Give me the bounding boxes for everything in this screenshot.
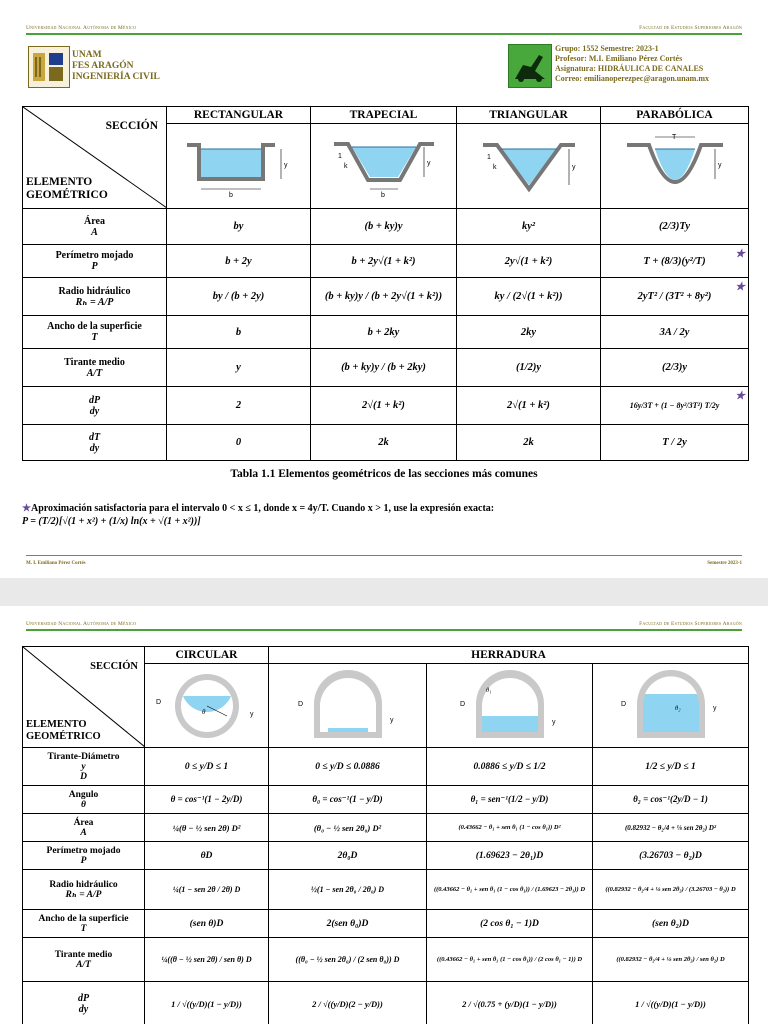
table-corner [23,107,167,209]
table-row: dP dy 1 / √((y/D)(1 − y/D)) 2 / √((y/D)(2 − y/D)) 2 / √(0.75 + (y/D)(1 − y/D)) 1 / √((y/D)(1 − y/D)) [23,982,749,1024]
footer-rule [26,555,742,556]
header-right: Facultad de Estudios Superiores Aragón [639,25,742,31]
label-theta1: θ₁ [485,686,491,694]
geometric-elements-table [22,106,749,461]
table-row: Tirante-Diámetro y D 0 ≤ y/D ≤ 1 0 ≤ y/D ≤ 0.0886 0.0886 ≤ y/D ≤ 1/2 1/2 ≤ y/D ≤ 1 [23,748,749,786]
table-row: Angulo θ θ = cos⁻¹(1 − 2y/D) θ₀ = cos⁻¹(1 − y/D) θ₁ = sen⁻¹(1/2 − y/D) θ₂ = cos⁻¹(2y/D − 1) [23,786,749,814]
corner-section-label: SECCIÓN [105,120,158,132]
svg-text:b: b [380,192,385,199]
sketch-trapezoidal [311,124,457,209]
sketch-circular [145,664,269,748]
star-icon: ★ [735,248,745,260]
svg-text:D: D [620,700,626,708]
svg-text:y: y [389,716,393,724]
table-row: Radio hidráulico Rₕ = A/P by / (b + 2y) (b + ky)y / (b + 2y√(1 + k²)) ky / (2√(1 + k²)) 2yT² / (3T² + 8y²) ★ [23,278,749,316]
column-header-parabolic: PARABÓLICA [601,107,749,124]
svg-text:y: y [712,704,716,712]
table-row: Perímetro mojado P θD 2θ₀D (1.69623 − 2θ₁)D (3.26703 − θ₂)D [23,842,749,870]
label-k: k [343,163,347,170]
column-header-trapezoidal: TRAPECIAL [311,107,457,124]
table-caption: Tabla 1.1 Elementos geométricos de las secciones más comunes [230,468,538,480]
svg-text:y: y [426,160,430,167]
svg-text:y: y [249,710,253,718]
table-row: Ancho de la superficie T b b + 2ky 2ky 3A / 2y [23,316,749,349]
column-header-horseshoe: HERRADURA [269,647,749,664]
label-theta2: θ₂ [674,704,680,712]
table-row: Tirante medio A/T y (b + ky)y / (b + 2ky) (1/2)y (2/3)y [23,349,749,387]
page-header: Universidad Nacional Autónoma de México Facultad de Estudios Superiores Aragón [26,621,742,627]
course-info: Grupo: 1552 Semestre: 2023-1 Profesor: M.I. Emiliano Pérez Cortés Asignatura: HIDRÁULICA DE CANALES Correo: emilianoperezpec@aragon.unam.mx [555,44,710,83]
table-row: Ancho de la superficie T (sen θ)D 2(sen θ₀)D (2 cos θ₁ − 1)D (sen θ₂)D [23,910,749,938]
table-row: Perímetro mojado P b + 2y b + 2y√(1 + k²) 2y√(1 + k²) T + (8/3)(y²/T) ★ [23,245,749,278]
label-D: D [155,698,161,706]
svg-text:1: 1 [486,154,491,161]
institution-name: UNAM FES ARAGÓN INGENIERÍA CIVIL [72,50,160,82]
table-row: Radio hidráulico Rₕ = A/P ¼(1 − sen 2θ / 2θ) D ½(1 − sen 2θ₀ / 2θ₀) D ((0.43662 − θ₁ + sen θ₁ (1 − cos θ₁)) / (1.69623 − 2θ₁)) D ((0.82932 − θ₂/4 + ⅛ sen 2θ₂) / (3.26703 − θ₂)) D [23,870,749,910]
star-icon: ★ [735,390,745,402]
sketch-parabolic [601,124,749,209]
table-row: Área A by (b + ky)y ky² (2/3)Ty [23,209,749,245]
column-header-rectangular: RECTANGULAR [167,107,311,124]
sketch-rectangular [167,124,311,209]
svg-text:D: D [459,700,465,708]
header-rule [26,33,742,35]
page-footer: M. I. Emiliano Pérez Cortés Semestre 2023-1 [26,561,742,566]
svg-text:y: y [551,718,555,726]
corner-element-label: ELEMENTO GEOMÉTRICO [26,176,108,201]
approximation-note: ★Aproximación satisfactoria para el intervalo 0 < x ≤ 1, donde x = 4y/T. Cuando x > 1, use la expresión exacta: P = (T/2)[√(1 + x²) + (1/x) ln(x + √(1 + x²))] [22,503,495,527]
label-b: b [228,192,233,199]
page-header [26,25,742,31]
header-rule [26,629,742,631]
unam-logo [28,46,70,88]
svg-text:D: D [297,700,303,708]
table-row: dT dy 0 2k 2k T / 2y [23,425,749,461]
sketch-horseshoe-0 [269,664,427,748]
label-theta: θ [201,707,205,716]
civil-engineering-logo [508,44,552,88]
star-icon: ★ [22,503,31,514]
table-row: Área A ¼(θ − ½ sen 2θ) D² (θ₀ − ½ sen 2θ₀) D² (0.43662 − θ₁ + sen θ₁ (1 − cos θ₁)) D² (0.82932 − θ₂/4 + ⅛ sen 2θ₂) D² [23,814,749,842]
column-header-circular: CIRCULAR [145,647,269,664]
star-icon: ★ [735,281,745,293]
column-header-triangular: TRIANGULAR [457,107,601,124]
svg-text:k: k [492,164,496,171]
label-y: y [283,162,287,169]
circular-horseshoe-table [22,646,749,1024]
sketch-horseshoe-1 [427,664,593,748]
sketch-triangular [457,124,601,209]
label-T: T [671,134,676,141]
table-corner: SECCIÓN ELEMENTO GEOMÉTRICO [23,647,145,748]
sketch-horseshoe-2 [593,664,749,748]
svg-text:y: y [717,162,721,169]
svg-text:y: y [571,164,575,171]
table-row: Tirante medio A/T ¼((θ − ½ sen 2θ) / sen θ) D ((θ₀ − ½ sen 2θ₀) / (2 sen θ₀)) D ((0.43662 − θ₁ + sen θ₁ (1 − cos θ₁)) / (2 cos θ₁ − 1)) D ((0.82932 − θ₂/4 + ⅛ sen 2θ₂) / sen θ₂) D [23,938,749,982]
header-left: Universidad Nacional Autónoma de México [26,25,137,31]
label-one: 1 [337,153,342,160]
table-row: dP dy 2 2√(1 + k²) 2√(1 + k²) 16y/3T + (1 − 8y²/3T²) T/2y ★ [23,387,749,425]
page-2 [0,606,768,1024]
